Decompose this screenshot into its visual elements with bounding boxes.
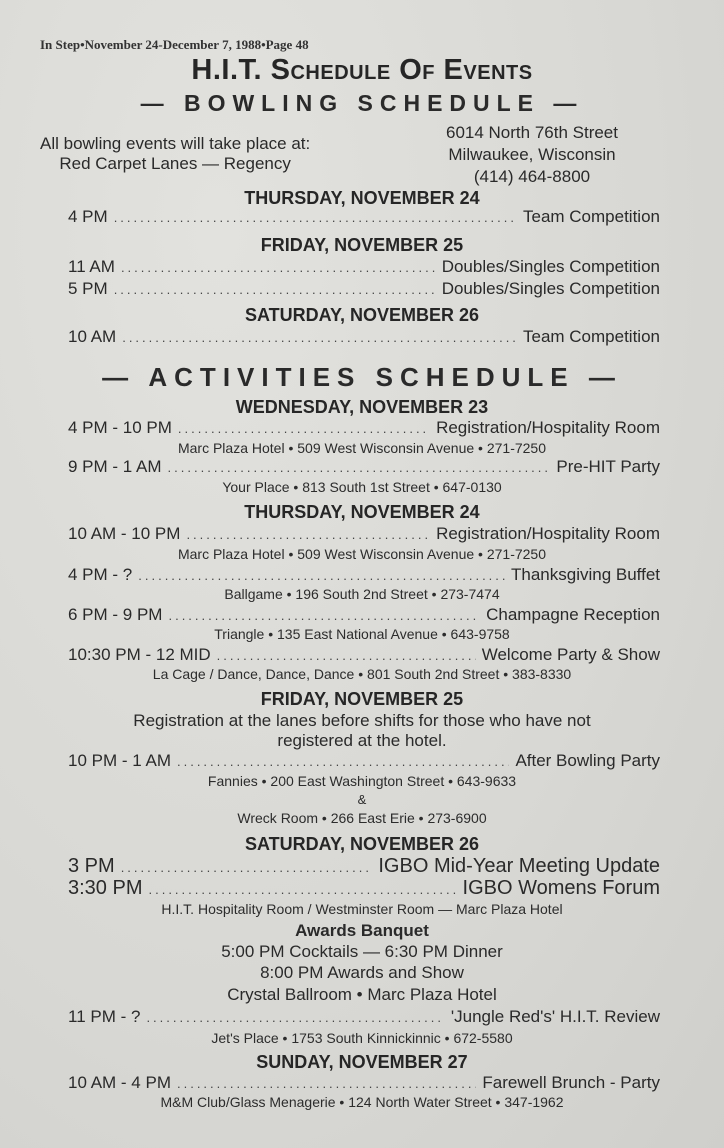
event-time: 10 AM [68,327,117,346]
event-name: Team Competition [522,207,660,226]
schedule-row [68,751,660,773]
event-name: IGBO Womens Forum [462,877,660,899]
event-name: Doubles/Singles Competition [441,279,660,298]
event-time: 3 PM [68,855,115,877]
event-location: Wreck Room • 266 East Erie • 273-6900 [237,810,487,826]
schedule-row [68,605,660,627]
schedule-row [68,1073,660,1095]
schedule-row [68,1007,660,1029]
event-location: Marc Plaza Hotel • 509 West Wisconsin Avenue • 271-7250 [177,440,547,456]
dot-leader [114,282,436,297]
event-time: 4 PM [68,207,108,226]
schedule-row [68,524,660,546]
event-location: Triangle • 135 East National Avenue • 643-9758 [214,626,510,642]
event-time: 9 PM - 1 AM [68,457,162,476]
event-time: 10:30 PM - 12 MID [68,645,211,664]
event-name: Welcome Party & Show [481,645,660,664]
event-time: 10 AM - 10 PM [68,524,181,543]
banquet-location: Crystal Ballroom • Marc Plaza Hotel [227,985,497,1004]
dot-leader [217,648,476,663]
friday-note-line: registered at the hotel. [277,731,447,750]
schedule-row [68,645,660,667]
dot-leader [122,330,517,345]
ampersand: & [357,792,367,807]
venue-city: Milwaukee, Wisconsin [448,145,616,164]
bowling-day-heading: THURSDAY, NOVEMBER 24 [244,188,480,208]
banquet-line: 8:00 PM Awards and Show [260,963,464,982]
schedule-row [68,565,660,587]
venue-name: Red Carpet Lanes — Regency [59,154,291,173]
dot-leader [168,608,480,623]
activities-day-heading: FRIDAY, NOVEMBER 25 [260,689,464,709]
bowling-day-heading: SATURDAY, NOVEMBER 26 [244,305,480,325]
banquet-title: Awards Banquet [295,921,429,940]
event-location: La Cage / Dance, Dance, Dance • 801 South 2nd Street • 383-8330 [152,666,572,682]
dot-leader [138,568,505,583]
venue-address [428,122,636,188]
event-location: Ballgame • 196 South 2nd Street • 273-7474 [224,586,500,602]
dot-leader [168,460,551,475]
schedule-row [68,457,660,479]
venue-street: 6014 North 76th Street [445,123,618,142]
event-location: H.I.T. Hospitality Room / Westminster Room — Marc Plaza Hotel [161,901,563,917]
activities-day-heading: SUNDAY, NOVEMBER 27 [256,1052,468,1072]
event-time: 11 AM [68,257,115,276]
venue-intro [40,134,310,174]
schedule-row [68,855,660,877]
event-name: Pre-HIT Party [556,457,660,476]
schedule-row [68,257,660,279]
activities-heading: — ACTIVITIES SCHEDULE — [102,362,622,392]
event-name: After Bowling Party [515,751,660,770]
activities-day-heading: WEDNESDAY, NOVEMBER 23 [235,397,489,417]
event-name: Team Competition [522,327,660,346]
event-time: 4 PM - ? [68,565,133,584]
dot-leader [121,860,373,875]
venue-phone: (414) 464-8800 [473,167,591,186]
schedule-row [68,279,660,301]
dot-leader [148,882,456,897]
event-name: Farewell Brunch - Party [482,1073,660,1092]
event-location: Your Place • 813 South 1st Street • 647-0130 [222,479,502,495]
schedule-row [68,418,660,440]
bowling-day-heading: FRIDAY, NOVEMBER 25 [260,235,464,255]
dot-leader [177,1076,476,1091]
dot-leader [186,527,430,542]
dot-leader [178,421,430,436]
event-location: M&M Club/Glass Menagerie • 124 North Water Street • 347-1962 [160,1094,564,1110]
event-location: Jet's Place • 1753 South Kinnickinnic • 672-5580 [211,1030,513,1046]
schedule-row [68,207,660,229]
event-name: Registration/Hospitality Room [436,418,660,437]
activities-day-heading: THURSDAY, NOVEMBER 24 [244,502,480,522]
event-time: 3:30 PM [68,877,143,899]
event-name: IGBO Mid-Year Meeting Update [378,855,660,877]
event-name: 'Jungle Red's' H.I.T. Review [450,1007,660,1026]
venue-intro-line: All bowling events will take place at: [40,134,311,153]
event-time: 6 PM - 9 PM [68,605,163,624]
dot-leader [114,210,517,225]
event-time: 10 AM - 4 PM [68,1073,171,1092]
schedule-row [68,877,660,899]
event-name: Champagne Reception [486,605,660,624]
event-name: Registration/Hospitality Room [436,524,660,543]
schedule-row [68,327,660,349]
event-location: Marc Plaza Hotel • 509 West Wisconsin Avenue • 271-7250 [177,546,547,562]
event-time: 10 PM - 1 AM [68,751,171,770]
event-time: 11 PM - ? [68,1007,141,1026]
page-title: H.I.T. Schedule Of Events [191,54,533,86]
event-location: Fannies • 200 East Washington Street • 643-9633 [207,773,517,789]
event-name: Thanksgiving Buffet [511,565,660,584]
bowling-heading: — BOWLING SCHEDULE — [140,90,584,116]
friday-note-line: Registration at the lanes before shifts for those who have not [133,711,591,730]
event-time: 5 PM [68,279,108,298]
dot-leader [121,260,436,275]
activities-day-heading: SATURDAY, NOVEMBER 26 [244,834,480,854]
dot-leader [177,754,509,769]
masthead: In Step•November 24-December 7, 1988•Page 48 [40,37,309,52]
dot-leader [146,1010,444,1025]
banquet-line: 5:00 PM Cocktails — 6:30 PM Dinner [221,942,503,961]
event-time: 4 PM - 10 PM [68,418,172,437]
friday-note [0,711,724,751]
event-name: Doubles/Singles Competition [441,257,660,276]
